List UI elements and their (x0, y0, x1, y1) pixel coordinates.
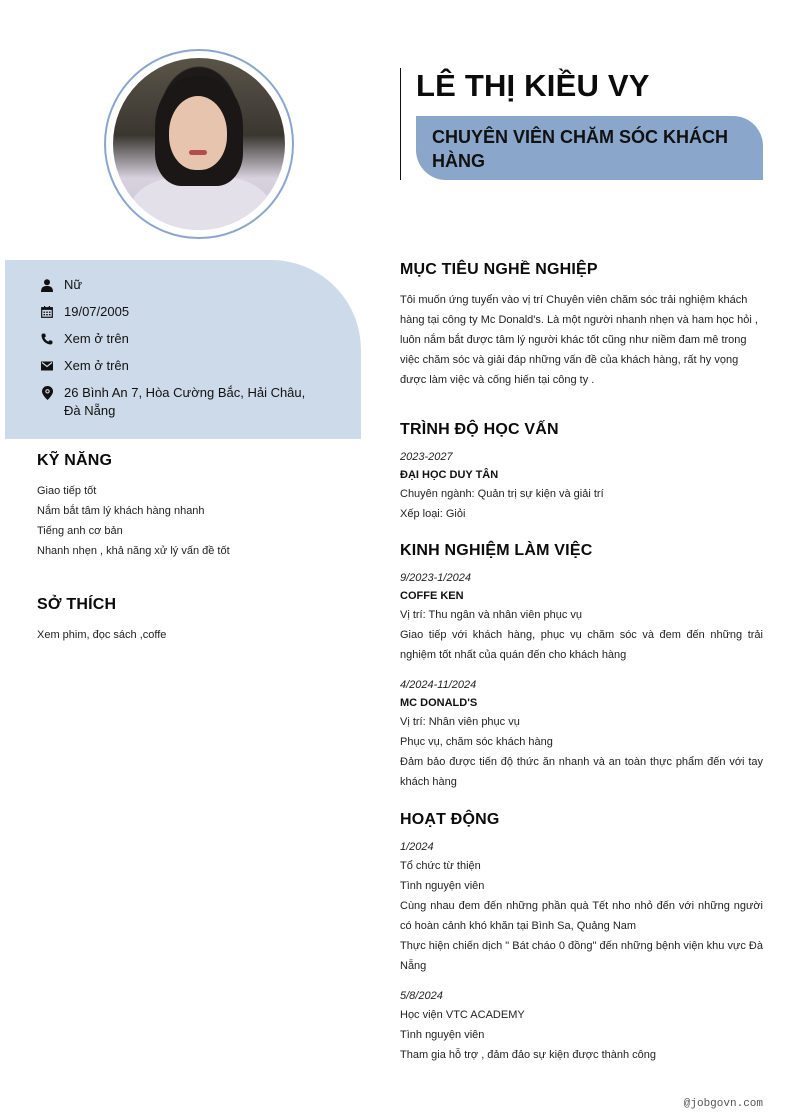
watermark: @jobgovn.com (683, 1098, 763, 1110)
contact-phone (40, 330, 361, 348)
activity-entry (400, 838, 763, 976)
experience-line: Phục vụ, chăm sóc khách hàng (400, 736, 553, 748)
location-pin-icon (40, 386, 54, 400)
activities-section (400, 811, 763, 1065)
contact-address (40, 384, 361, 420)
activity-line: Tham gia hỗ trợ , đảm đảo sự kiện được thành công (400, 1049, 657, 1061)
education-grade: Xếp loại: Giỏi (400, 508, 466, 520)
activity-line: Cùng nhau đem đến những phần quà Tết nho nhỏ đến với những người có hoàn cảnh khó khăn tại Bình Sa, Quảng Nam (400, 900, 763, 932)
avatar (113, 58, 285, 230)
objective-text: Tôi muốn ứng tuyển vào vị trí Chuyên viên chăm sóc trải nghiệm khách hàng tại công ty Mc Donald's. Là một người nhanh nhẹn và ham học hỏi , luôn nắm bắt được tâm lý người khác tốt cũng như niềm đam mê trong việc chăm sóc và giải đáp những vấn đề của khách hàng, rất hy vọng được làm việc và cống hiến tại công ty . (400, 294, 758, 386)
calendar-icon (40, 305, 54, 319)
education-section (400, 421, 763, 524)
experience-entry (400, 569, 763, 665)
objective-section (400, 261, 763, 390)
skill-item: Tiếng anh cơ bản (37, 525, 123, 537)
skill-item: Giao tiếp tốt (37, 485, 97, 497)
address-value: 26 Bình An 7, Hòa Cường Bắc, Hải Châu, Đà Nẵng (64, 385, 306, 418)
activity-line: Thực hiện chiến dịch " Bát cháo 0 đồng" đến những bệnh viện khu vực Đà Nẵng (400, 940, 763, 972)
activity-line: Tình nguyện viên (400, 1029, 485, 1041)
birthdate-value: 19/07/2005 (64, 304, 130, 319)
contact-birthdate (40, 303, 361, 321)
skills-section (37, 452, 337, 561)
candidate-name: LÊ THỊ KIỀU VY (416, 68, 650, 103)
experience-period: 9/2023-1/2024 (400, 572, 471, 584)
avatar-lips-shape (189, 150, 207, 155)
experience-title: KINH NGHIỆM LÀM VIỆC (400, 542, 593, 559)
education-major: Chuyên ngành: Quản trị sự kiện và giải trí (400, 488, 604, 500)
activity-period: 1/2024 (400, 841, 434, 853)
education-school: ĐẠI HỌC DUY TÂN (400, 469, 499, 481)
activity-entry (400, 987, 763, 1065)
education-title: TRÌNH ĐỘ HỌC VẤN (400, 421, 559, 438)
activities-title: HOẠT ĐỘNG (400, 811, 500, 828)
avatar-face-shape (169, 96, 227, 170)
phone-value[interactable]: Xem ở trên (64, 331, 129, 346)
contact-email (40, 357, 361, 375)
education-period: 2023-2027 (400, 451, 453, 463)
gender-value: Nữ (64, 277, 83, 292)
mail-icon (40, 359, 54, 373)
experience-company: MC DONALD'S (400, 697, 478, 709)
experience-company: COFFE KEN (400, 590, 464, 602)
activity-line: Tổ chức từ thiện (400, 860, 481, 872)
skills-title: KỸ NĂNG (37, 452, 113, 469)
phone-icon (40, 332, 54, 346)
experience-line: Đảm bảo được tiến độ thức ăn nhanh và an toàn thực phẩm đến với tay khách hàng (400, 756, 763, 788)
objective-title: MỤC TIÊU NGHỀ NGHIỆP (400, 261, 598, 278)
activity-period: 5/8/2024 (400, 990, 443, 1002)
experience-entry (400, 676, 763, 792)
contact-panel (5, 260, 361, 439)
experience-line: Giao tiếp với khách hàng, phục vụ chăm sóc và đem đến những trải nghiệm tốt nhất của quán đến cho khách hàng (400, 629, 763, 661)
email-value[interactable]: Xem ở trên (64, 358, 129, 373)
experience-line: Vị trí: Thu ngân và nhân viên phục vụ (400, 609, 583, 621)
experience-section (400, 542, 763, 792)
hobbies-title: SỞ THÍCH (37, 596, 117, 613)
hobbies-section (37, 596, 337, 645)
avatar-ring (104, 49, 294, 239)
contact-gender (40, 276, 361, 294)
hobbies-text: Xem phim, đọc sách ,coffe (37, 629, 167, 641)
experience-period: 4/2024-11/2024 (400, 679, 477, 691)
skill-item: Nhanh nhẹn , khả năng xử lý vấn đề tốt (37, 545, 230, 557)
activity-line: Học viện VTC ACADEMY (400, 1009, 525, 1021)
job-title-banner: CHUYÊN VIÊN CHĂM SÓC KHÁCH HÀNG (416, 116, 763, 180)
experience-line: Vị trí: Nhân viên phục vụ (400, 716, 520, 728)
activity-line: Tình nguyện viên (400, 880, 485, 892)
skill-item: Nắm bắt tâm lý khách hàng nhanh (37, 505, 205, 517)
header-divider (400, 68, 401, 180)
person-icon (40, 278, 54, 292)
